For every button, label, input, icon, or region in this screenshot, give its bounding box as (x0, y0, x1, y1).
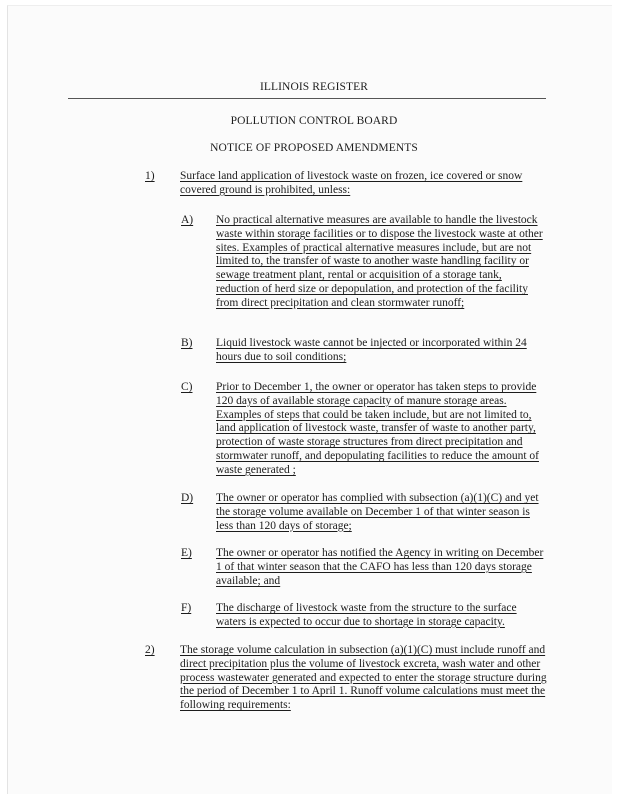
subitem-text: Prior to December 1, the owner or operator has taken steps to provide 120 days of available storage capacity of manure storage areas. Examples of steps that could be taken include, but are not limited to, land application of livestock waste, transfer of waste to another party, protection of waste storage structures from direct precipitation and stormwater runoff, and depopulating facilities to reduce the amount of waste generated ; (216, 381, 539, 476)
subitem-text: Liquid livestock waste cannot be injected or incorporated within 24 hours due to soil conditions; (216, 337, 527, 363)
document-page (7, 5, 612, 794)
subitem-letter: E) (181, 547, 192, 559)
item-text: The storage volume calculation in subsection (a)(1)(C) must include runoff and direct precipitation plus the volume of livestock excreta, wash water and other process wastewater generated and expected to enter the storage structure during the period of December 1 to April 1. Runoff volume calculations must meet the following requirements: (180, 644, 547, 712)
subitem-letter: D) (181, 492, 194, 504)
subitem-text: The owner or operator has complied with subsection (a)(1)(C) and yet the storage volume available on December 1 of that winter season is less than 120 days of storage; (216, 492, 539, 532)
subitem-letter: F) (181, 602, 192, 614)
item-number: 1) (145, 170, 155, 182)
header-rule (68, 98, 546, 99)
subitem-text: The owner or operator has notified the Agency in writing on December 1 of that winter season that the CAFO has less than 120 days storage available; and (216, 547, 544, 587)
notice-title: NOTICE OF PROPOSED AMENDMENTS (210, 142, 418, 154)
subitem-letter: C) (181, 381, 193, 393)
item-text: Surface land application of livestock waste on frozen, ice covered or snow covered ground is prohibited, unless: (180, 170, 523, 196)
subitem-text: The discharge of livestock waste from the structure to the surface waters is expected to occur due to shortage in storage capacity. (216, 602, 517, 628)
subitem-letter: B) (181, 337, 193, 349)
subitem-text: No practical alternative measures are available to handle the livestock waste within storage facilities or to dispose the livestock waste at other sites. Examples of practical alternative measures include, but are not limited to, the transfer of waste to another waste handling facility or sewage treatment plant, rental or acquisition of a storage tank, reduction of herd size or depopulation, and protection of the facility from direct precipitation and clean stormwater runoff; (216, 214, 543, 309)
register-title: ILLINOIS REGISTER (259, 81, 369, 93)
item-number: 2) (145, 644, 155, 656)
board-title: POLLUTION CONTROL BOARD (230, 115, 398, 127)
subitem-letter: A) (181, 214, 194, 226)
